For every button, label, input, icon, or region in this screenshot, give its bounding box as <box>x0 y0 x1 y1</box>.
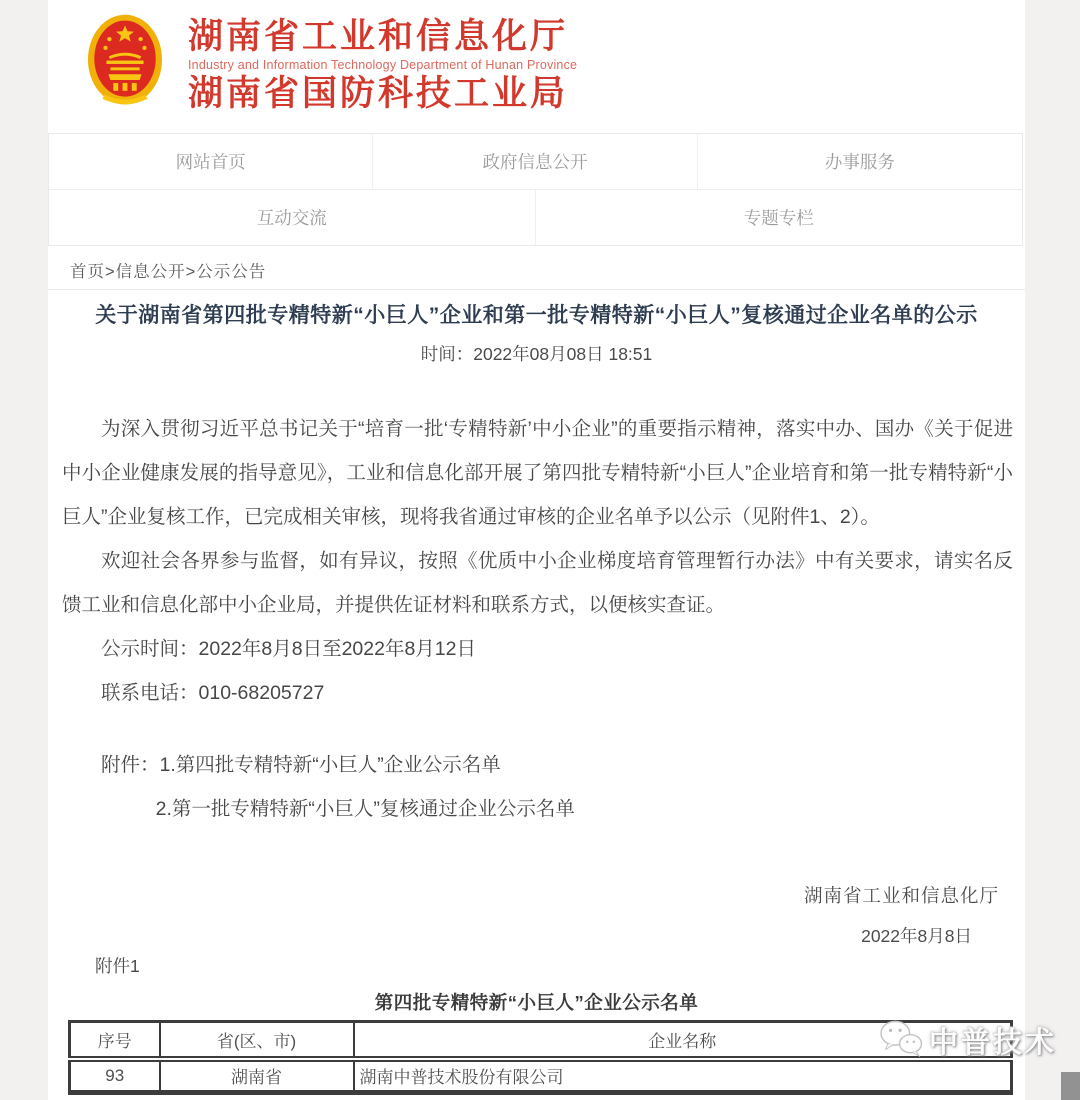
nav-item-interaction[interactable]: 互动交流 <box>49 190 536 245</box>
attachment-line-1 <box>62 743 1013 787</box>
article-timestamp: 时间：2022年08月08日 18:51 <box>420 344 653 364</box>
scrollbar-thumb[interactable] <box>1061 1072 1080 1100</box>
signature-date: 2022年8月8日 <box>861 926 972 946</box>
publicity-period: 公示时间：2022年8月8日至2022年8月12日 <box>101 638 476 660</box>
nav-row-2 <box>49 190 1022 245</box>
cell-serial-number: 93 <box>70 1059 160 1093</box>
nav-item-gov-info[interactable]: 政府信息公开 <box>373 134 697 189</box>
contact-phone: 联系电话：010-68205727 <box>101 682 325 704</box>
attachment-link-1[interactable]: 1.第四批专精特新“小巨人”企业公示名单 <box>159 754 501 776</box>
header-province: 省(区、市) <box>160 1022 354 1059</box>
annex-label: 附件1 <box>95 956 140 976</box>
signature-block <box>48 876 1012 956</box>
attachment-list <box>62 743 1013 831</box>
paragraph-1: 为深入贯彻习近平总书记关于“培育一批‘专精特新’中小企业”的重要指示精神，落实中办、国办《关于促进中小企业健康发展的指导意见》，工业和信息化部开展了第四批专精特新“小巨人”企业培育和第一批专精特新“小巨人”企业复核工作，已完成相关审核，现将我省通过审核的企业名单予以公示（见附件1、2）。 <box>62 418 1013 528</box>
header-serial-number: 序号 <box>70 1022 160 1059</box>
article-title: 关于湖南省第四批专精特新“小巨人”企业和第一批专精特新“小巨人”复核通过企业名单的公示 <box>95 304 978 327</box>
org-titles <box>188 17 577 114</box>
org-name-line2: 湖南省国防科技工业局 <box>188 73 569 113</box>
attachments-label: 附件： <box>101 754 160 776</box>
table-header-row <box>70 1022 1012 1059</box>
article-body <box>62 407 1013 831</box>
org-name-english: Industry and Information Technology Department of Hunan Province <box>188 57 578 72</box>
cell-province: 湖南省 <box>160 1059 354 1093</box>
site-masthead <box>86 12 577 118</box>
main-nav <box>48 133 1023 246</box>
header-enterprise-name: 企业名称 <box>354 1022 1012 1059</box>
signature-org: 湖南省工业和信息化厅 <box>803 885 999 906</box>
divider-line <box>48 289 1025 290</box>
enterprise-table <box>68 1020 1013 1095</box>
table-row <box>70 1059 1012 1093</box>
breadcrumb[interactable]: 首页>信息公开>公示公告 <box>70 263 267 281</box>
nav-item-services[interactable]: 办事服务 <box>824 152 895 172</box>
attachment-link-2[interactable]: 2.第一批专精特新“小巨人”复核通过企业公示名单 <box>155 798 575 820</box>
national-emblem-icon <box>86 12 164 118</box>
paragraph-2: 欢迎社会各界参与监督，如有异议，按照《优质中小企业梯度培育管理暂行办法》中有关要求，请实名反馈工业和信息化部中小企业局，并提供佐证材料和联系方式，以便核实查证。 <box>62 550 1013 616</box>
watermark-text: 中普技术 <box>929 1027 1058 1059</box>
org-name-line1: 湖南省工业和信息化厅 <box>188 16 569 56</box>
nav-row-1 <box>49 134 1022 190</box>
nav-item-home[interactable]: 网站首页 <box>49 134 373 189</box>
nav-item-special-columns[interactable]: 专题专栏 <box>743 208 814 228</box>
cell-enterprise-name: 湖南中普技术股份有限公司 <box>354 1059 1012 1093</box>
annex-table-title: 第四批专精特新“小巨人”企业公示名单 <box>374 992 699 1013</box>
